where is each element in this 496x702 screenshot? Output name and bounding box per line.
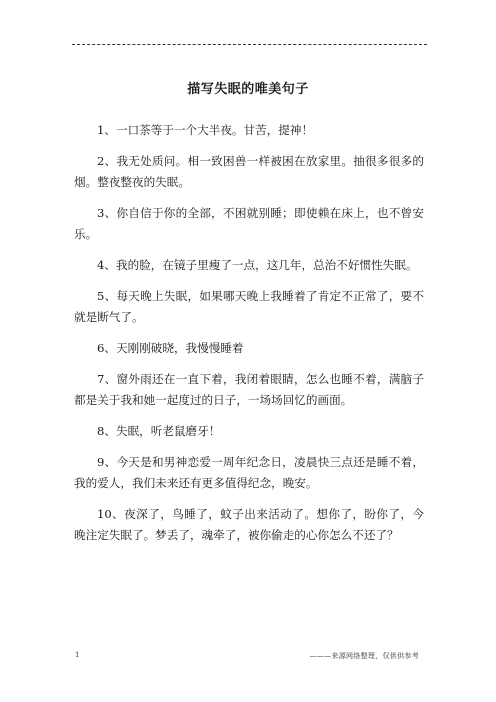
header-dashed-rule	[72, 44, 427, 45]
sentence-paragraph: 10、夜深了，鸟睡了，蚊子出来活动了。想你了，盼你了，今晚注定失眠了。梦丢了，魂牵了，被你偷走的心你怎么不还了？	[74, 507, 424, 542]
source-note: ———来源网络整理，仅供供参考	[309, 652, 419, 660]
page-number: 1	[75, 651, 80, 659]
document-title: 描写失眠的唯美句子	[187, 82, 309, 97]
sentence-paragraph: 2、我无处质问。相一致困兽一样被困在放家里。抽很多很多的烟。整夜整夜的失眠。	[74, 154, 424, 189]
document-body	[74, 120, 424, 556]
sentence-paragraph: 3、你自信于你的全部，不困就别睡；即使赖在床上，也不曾安乐。	[74, 206, 424, 241]
sentence-paragraph: 7、窗外雨还在一直下着，我闭着眼睛，怎么也睡不着，满脑子都是关于我和她一起度过的日子，一场场回忆的画面。	[74, 372, 424, 407]
sentence-paragraph: 8、失眠，听老鼠磨牙！	[97, 424, 221, 438]
sentence-paragraph: 6、天刚刚破晓，我慢慢睡着	[97, 341, 244, 355]
sentence-paragraph: 4、我的脸，在镜子里瘦了一点，这几年，总治不好惯性失眠。	[97, 258, 418, 272]
sentence-paragraph: 5、每天晚上失眠，如果哪天晚上我睡着了肯定不正常了，要不就是断气了。	[74, 289, 424, 324]
sentence-paragraph: 9、今天是和男神恋爱一周年纪念日，凌晨快三点还是睡不着，我的爱人，我们未来还有更多值得纪念，晚安。	[74, 455, 424, 490]
sentence-paragraph: 1、一口茶等于一个大半夜。甘苦，提神！	[97, 123, 314, 137]
